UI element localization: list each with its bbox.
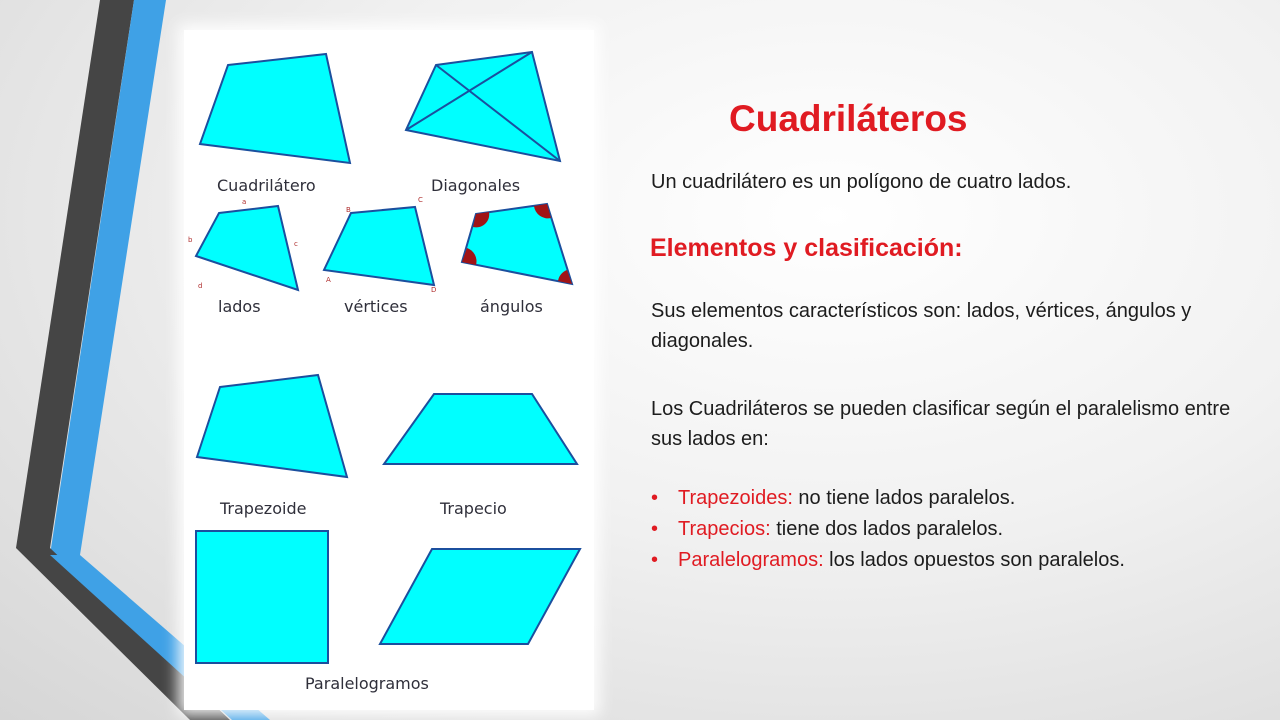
vertex-mark-a: A [326, 276, 331, 284]
side-mark-a: a [242, 198, 247, 206]
vertex-mark-c: C [418, 196, 423, 204]
intro-text: Un cuadrilátero es un polígono de cuatro lados. [651, 171, 1072, 193]
slide-title: Cuadriláteros [729, 98, 968, 139]
desc-trapecios: tiene dos lados paralelos. [770, 518, 1004, 540]
label-trapecio: Trapecio [440, 499, 507, 518]
shape-vertices [324, 207, 434, 285]
shape-lados [196, 206, 298, 290]
desc-paralelogramos: los lados opuestos son paralelos. [823, 549, 1125, 571]
label-paralelogramos: Paralelogramos [305, 674, 429, 693]
side-mark-b: b [188, 236, 193, 244]
quadrilaterals-figure [184, 30, 594, 710]
list-item-trapecios [651, 514, 1125, 545]
shape-trapezoide [197, 375, 347, 477]
desc-trapezoides: no tiene lados paralelos. [792, 487, 1016, 509]
label-angulos: ángulos [480, 297, 543, 316]
elements-paragraph: Sus elementos característicos son: lados, vértices, ángulos y diagonales. [651, 300, 1192, 352]
term-paralelogramos: Paralelogramos: [678, 549, 824, 571]
bullet-icon: • [651, 487, 659, 509]
shape-cuadrilatero [200, 54, 350, 163]
label-cuadrilatero: Cuadrilátero [217, 176, 316, 195]
label-vertices: vértices [344, 297, 408, 316]
shape-angulos [462, 204, 572, 284]
term-trapecios: Trapecios: [678, 518, 771, 540]
classification-paragraph: Los Cuadriláteros se pueden clasificar según el paralelismo entre sus lados en: [651, 398, 1231, 450]
side-mark-c: c [294, 240, 298, 248]
label-trapezoide: Trapezoide [220, 499, 307, 518]
vertex-mark-b: B [346, 206, 351, 214]
shape-trapecio [384, 394, 577, 464]
shape-cuadrado [196, 531, 328, 663]
bullet-icon: • [651, 518, 659, 540]
vertex-mark-d: D [431, 286, 437, 294]
classification-list [651, 483, 1125, 576]
shape-diagonales [406, 52, 560, 161]
label-lados: lados [218, 297, 261, 316]
side-mark-d: d [198, 282, 203, 290]
section-subtitle: Elementos y clasificación: [650, 234, 963, 262]
shape-paralelogramo [380, 549, 580, 644]
list-item-paralelogramos [651, 545, 1125, 576]
bullet-icon: • [651, 549, 659, 571]
term-trapezoides: Trapezoides: [678, 487, 793, 509]
list-item-trapezoides [651, 483, 1125, 514]
label-diagonales: Diagonales [431, 176, 521, 195]
